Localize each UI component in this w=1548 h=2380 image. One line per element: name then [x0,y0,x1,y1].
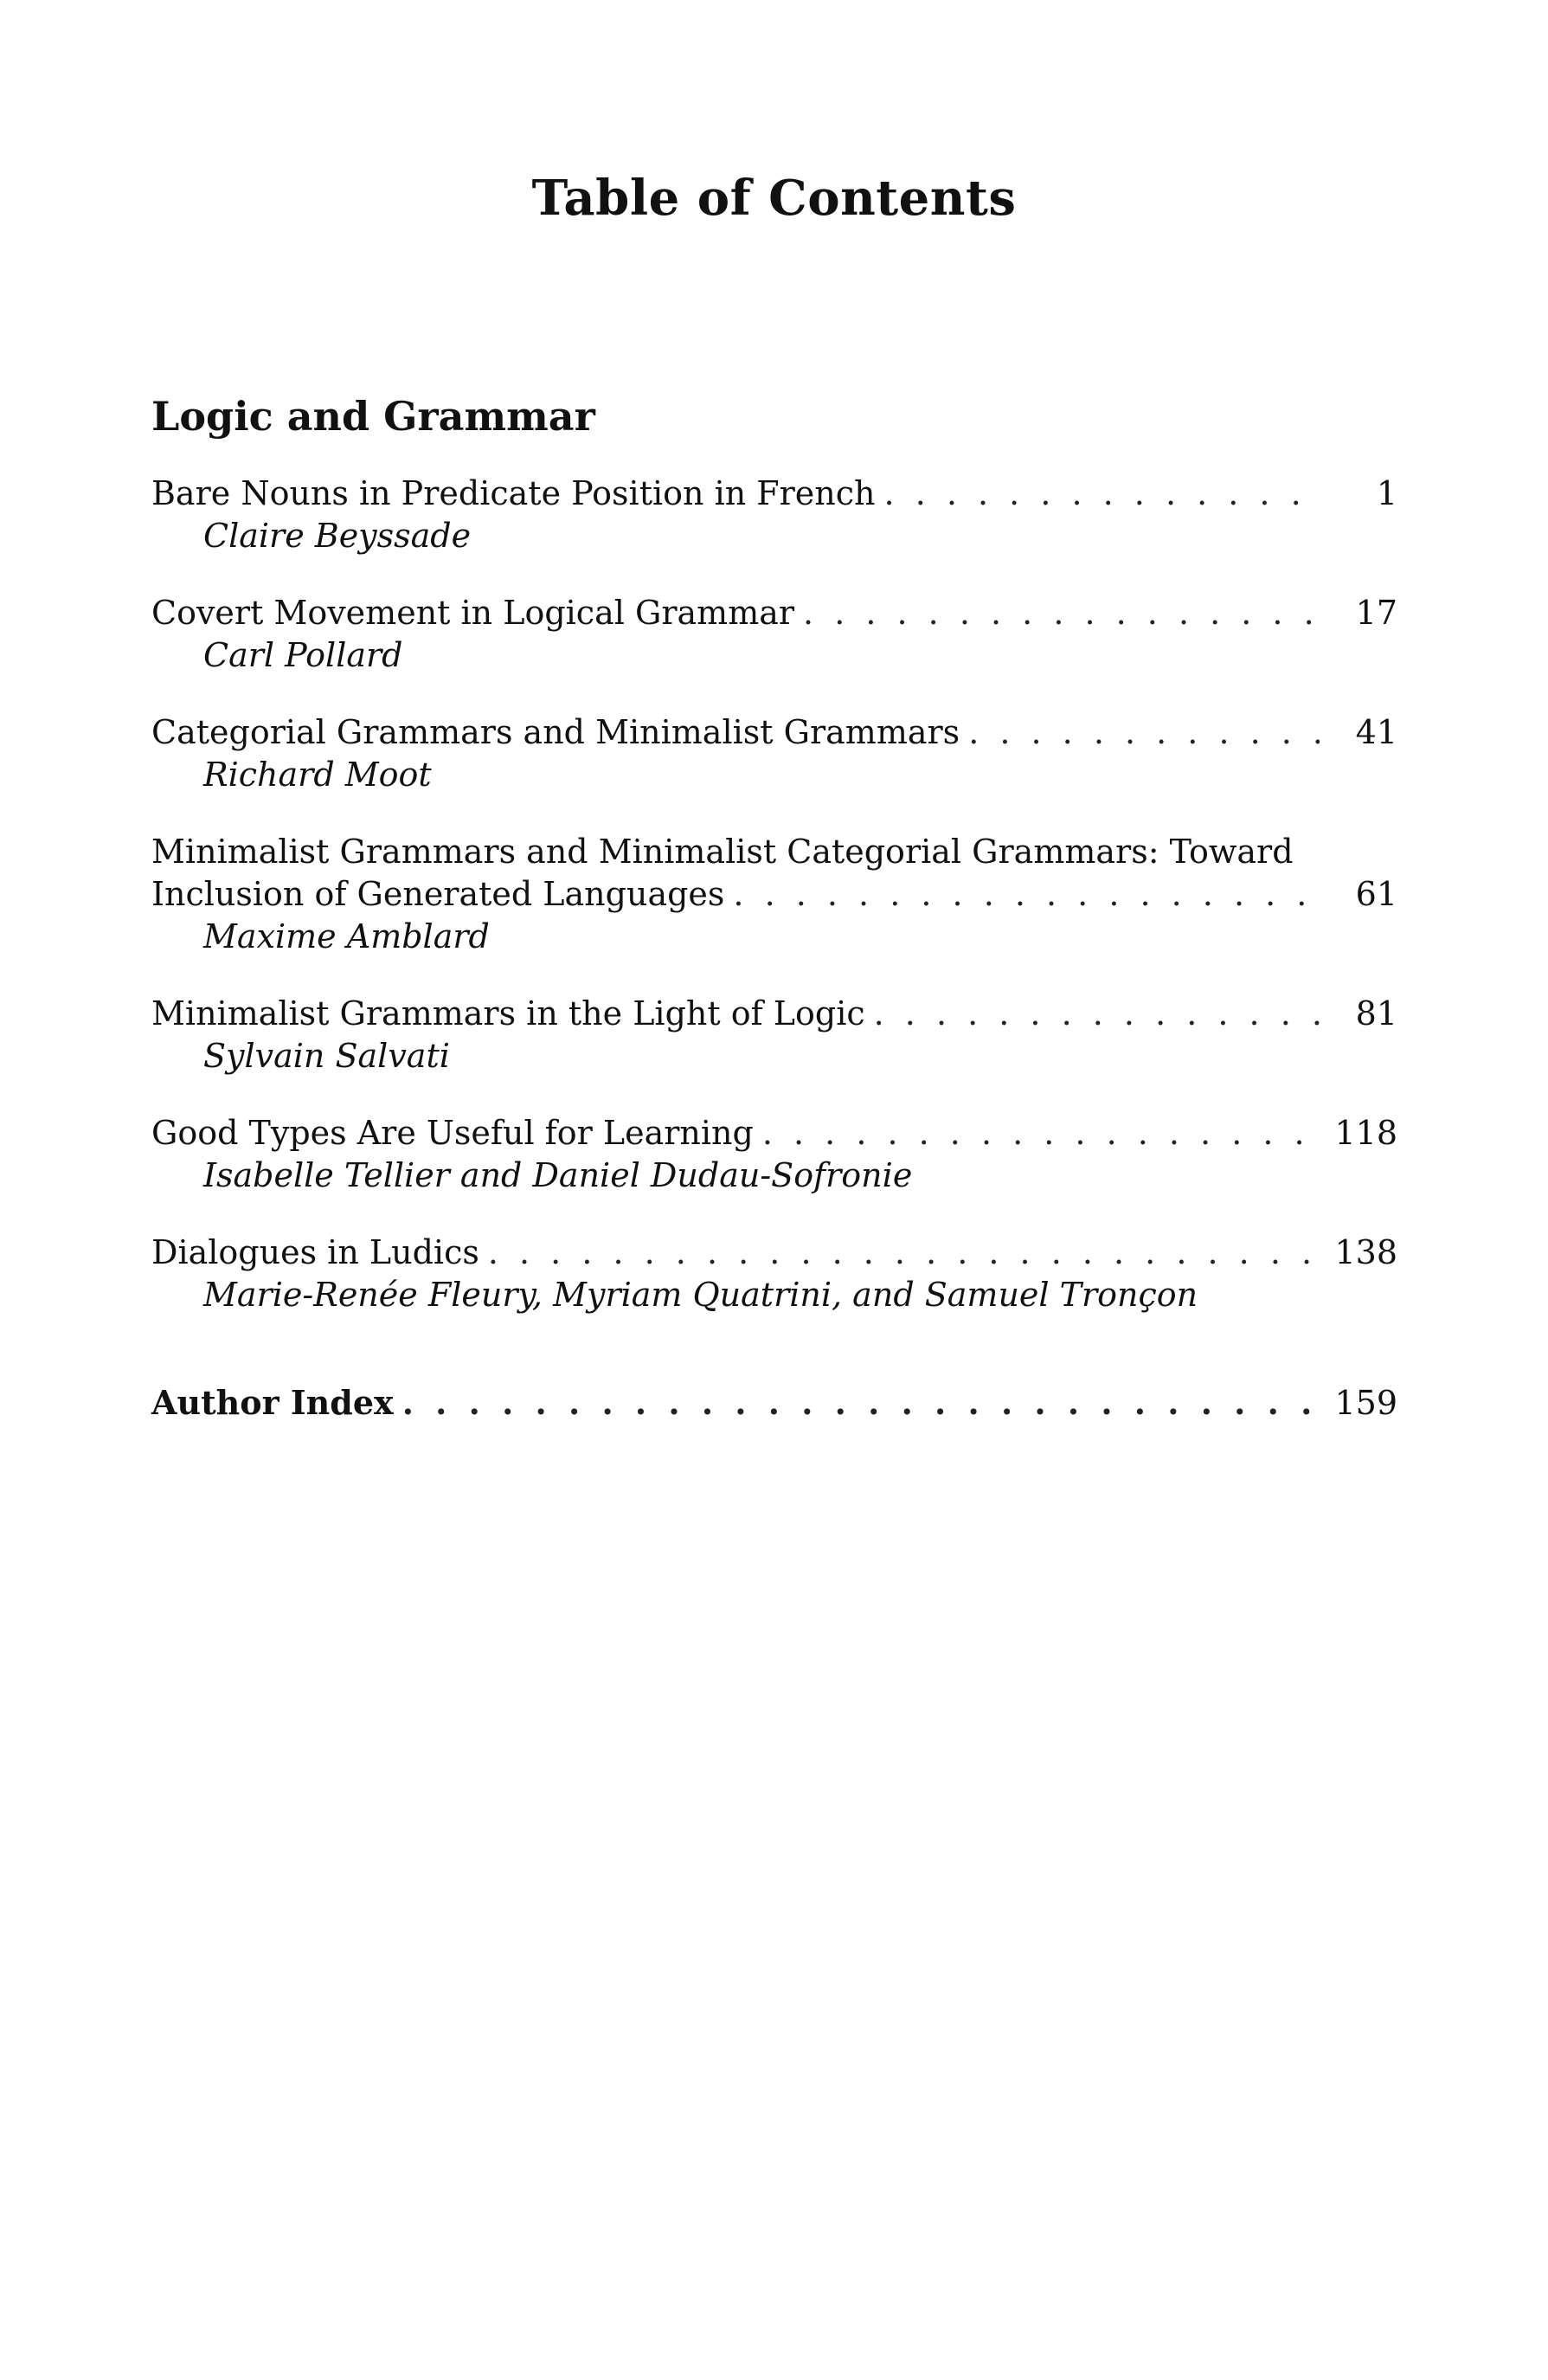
entry-title-line-2: Inclusion of Generated Languages [151,875,725,913]
toc-entry[interactable] [151,1232,1397,1316]
leader-dots [874,993,1320,1035]
entry-title: Covert Movement in Logical Grammar [151,594,795,632]
page-title: Table of Contents [531,170,1017,227]
leader-dots [488,1232,1320,1274]
entry-authors: Claire Beyssade [203,517,472,555]
toc-entry[interactable] [151,592,1397,677]
toc-entries [151,473,1397,1351]
section-heading: Logic and Grammar [151,393,595,440]
toc-entry[interactable] [151,711,1397,796]
entry-page-number: 61 [1355,875,1397,913]
entry-title: Categorial Grammars and Minimalist Grammars [151,713,960,751]
entry-page-number: 17 [1355,594,1397,632]
toc-entry[interactable] [151,993,1397,1077]
entry-authors: Carl Pollard [203,636,403,674]
leader-dots [762,1112,1320,1155]
entry-authors: Isabelle Tellier and Daniel Dudau-Sofronie [203,1156,913,1194]
author-index-page-number: 159 [1334,1384,1397,1422]
entry-authors: Marie-Renée Fleury, Myriam Quatrini, and Samuel Tronçon [203,1276,1198,1314]
entry-page-number: 1 [1376,474,1397,512]
toc-entry[interactable] [151,831,1397,958]
leader-dots [402,1381,1320,1424]
author-index-entry[interactable] [151,1381,1397,1425]
entry-title: Bare Nouns in Predicate Position in French [151,474,876,512]
entry-authors: Sylvain Salvati [203,1037,450,1075]
toc-entry[interactable] [151,473,1397,557]
entry-title: Minimalist Grammars in the Light of Logic [151,994,865,1032]
entry-authors: Maxime Amblard [203,917,490,955]
entry-page-number: 81 [1355,994,1397,1032]
entry-authors: Richard Moot [203,756,432,794]
leader-dots [884,473,1320,515]
entry-title: Dialogues in Ludics [151,1233,479,1271]
leader-dots [803,592,1320,634]
leader-dots [968,711,1320,754]
entry-page-number: 138 [1334,1233,1397,1271]
entry-title-line-1: Minimalist Grammars and Minimalist Categorial Grammars: Toward [151,833,1294,871]
toc-entry[interactable] [151,1112,1397,1197]
entry-title: Good Types Are Useful for Learning [151,1114,754,1152]
entry-page-number: 41 [1355,713,1397,751]
author-index-label: Author Index [151,1383,394,1422]
leader-dots [733,873,1320,916]
entry-page-number: 118 [1334,1114,1397,1152]
